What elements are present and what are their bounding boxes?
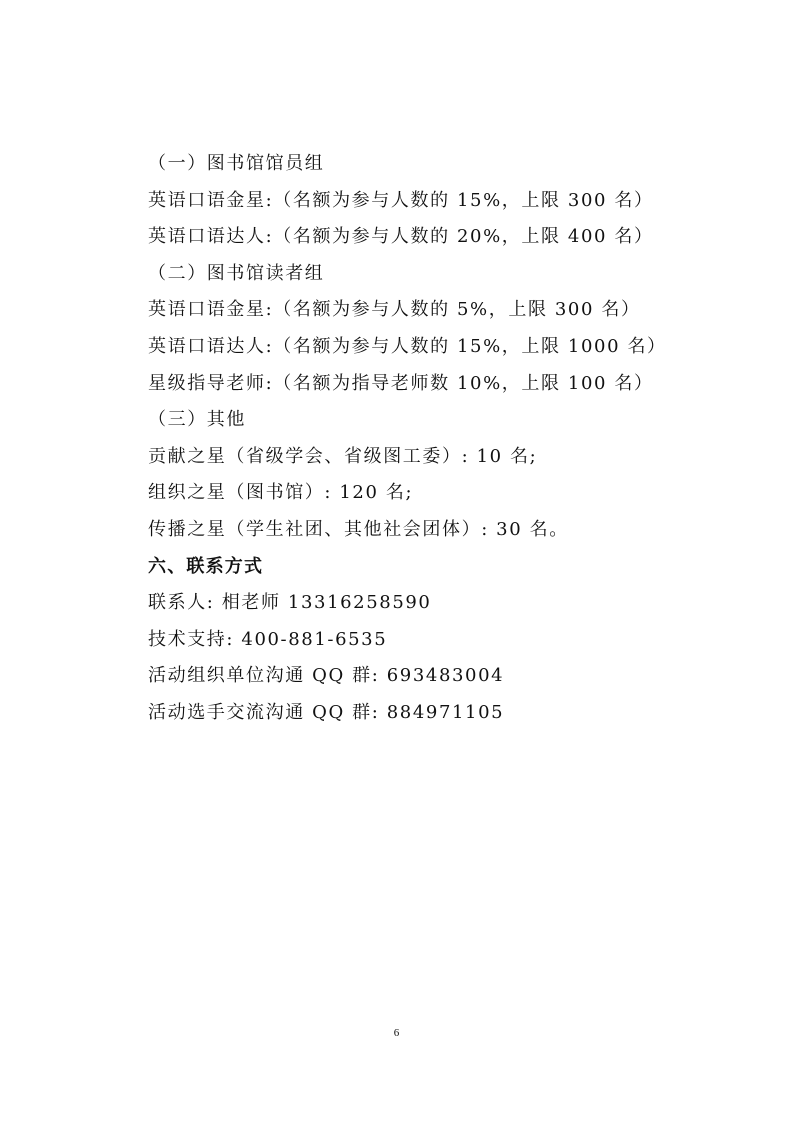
contact-person-line: 联系人: 相老师 13316258590 <box>148 592 432 614</box>
award-line: 星级指导老师:（名额为指导老师数 10%，上限 100 名） <box>148 372 654 394</box>
qq-group-organizer-line: 活动组织单位沟通 QQ 群: 693483004 <box>148 665 505 687</box>
page-number: 6 <box>393 1027 400 1039</box>
subsection-heading-reader-group: （二）图书馆读者组 <box>148 262 325 284</box>
qq-group-participant-line: 活动选手交流沟通 QQ 群: 884971105 <box>148 701 505 723</box>
subsection-heading-other: （三）其他 <box>148 409 246 431</box>
award-line: 英语口语达人:（名额为参与人数的 20%，上限 400 名） <box>148 226 654 248</box>
award-line: 英语口语金星:（名额为参与人数的 15%，上限 300 名） <box>148 189 654 211</box>
award-line: 贡献之星（省级学会、省级图工委）: 10 名; <box>148 445 538 467</box>
document-body <box>148 146 708 732</box>
award-line: 传播之星（学生社团、其他社会团体）: 30 名。 <box>148 518 569 540</box>
section-heading-contact: 六、联系方式 <box>148 555 264 577</box>
tech-support-line: 技术支持: 400-881-6535 <box>148 628 388 650</box>
subsection-heading-librarian-group: （一）图书馆馆员组 <box>148 153 325 174</box>
award-line: 英语口语达人:（名额为参与人数的 15%，上限 1000 名） <box>148 335 667 357</box>
award-line: 组织之星（图书馆）: 120 名; <box>148 482 414 504</box>
award-line: 英语口语金星:（名额为参与人数的 5%，上限 300 名） <box>148 299 641 321</box>
